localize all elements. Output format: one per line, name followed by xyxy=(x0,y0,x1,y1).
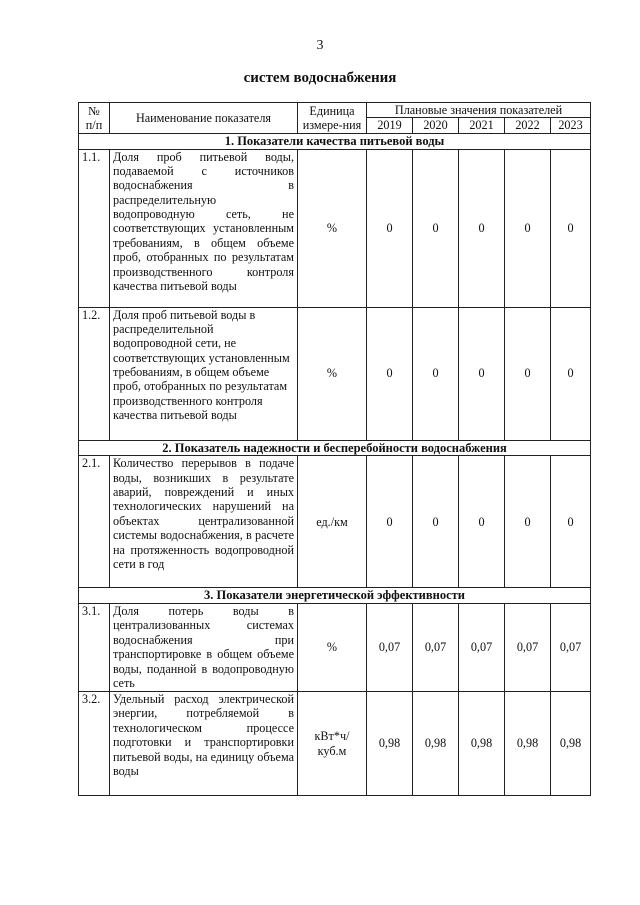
value-cell: 0 xyxy=(551,456,591,588)
value-cell: 0,07 xyxy=(551,604,591,692)
value-cell: 0 xyxy=(367,149,413,307)
header-year: 2023 xyxy=(551,118,591,133)
indicators-table xyxy=(78,102,591,796)
value-cell: 0,98 xyxy=(459,692,505,796)
value-cell: 0 xyxy=(505,456,551,588)
section-row xyxy=(79,588,591,604)
row-number: 1.2. xyxy=(79,307,110,440)
table-row xyxy=(79,307,591,440)
table-row xyxy=(79,456,591,588)
header-num: № п/п xyxy=(79,103,110,134)
table-row xyxy=(79,149,591,307)
unit-cell: % xyxy=(298,604,367,692)
page-number: 3 xyxy=(316,38,324,53)
value-cell: 0 xyxy=(367,307,413,440)
section-row xyxy=(79,133,591,149)
table-row xyxy=(79,692,591,796)
section-title: 1. Показатели качества питьевой воды xyxy=(79,133,591,149)
value-cell: 0,98 xyxy=(505,692,551,796)
value-cell: 0 xyxy=(459,307,505,440)
value-cell: 0 xyxy=(459,149,505,307)
row-number: 2.1. xyxy=(79,456,110,588)
indicator-name: Доля проб питьевой воды, подаваемой с источников водоснабжения в распределительную водопроводную сеть, не соответствующих установленным требованиям, в общем объеме проб, отобранных по результатам производственного контроля качества питьевой воды xyxy=(110,149,298,307)
table-row xyxy=(79,604,591,692)
indicator-name: Доля проб питьевой воды в распределительной водопроводной сети, не соответствующих установленным требованиям, в общем объеме проб, отобранных по результатам производственного контроля качества питьевой воды xyxy=(110,307,298,440)
unit-cell: % xyxy=(298,149,367,307)
header-year: 2021 xyxy=(459,118,505,133)
value-cell: 0,07 xyxy=(459,604,505,692)
row-number: 3.2. xyxy=(79,692,110,796)
header-name: Наименование показателя xyxy=(110,103,298,134)
indicator-name: Удельный расход электрической энергии, потребляемой в технологическом процессе подготовки и транспортировки питьевой воды, на единицу объема воды xyxy=(110,692,298,796)
value-cell: 0,98 xyxy=(413,692,459,796)
header-year: 2020 xyxy=(413,118,459,133)
section-title: 2. Показатель надежности и бесперебойности водоснабжения xyxy=(79,440,591,456)
value-cell: 0 xyxy=(505,307,551,440)
unit-cell: % xyxy=(298,307,367,440)
row-number: 1.1. xyxy=(79,149,110,307)
header-unit: Единица измере-ния xyxy=(298,103,367,134)
value-cell: 0 xyxy=(413,149,459,307)
value-cell: 0 xyxy=(413,456,459,588)
row-number: 3.1. xyxy=(79,604,110,692)
value-cell: 0 xyxy=(551,149,591,307)
value-cell: 0,07 xyxy=(505,604,551,692)
value-cell: 0 xyxy=(367,456,413,588)
value-cell: 0 xyxy=(505,149,551,307)
indicator-name: Количество перерывов в подаче воды, возникших в результате аварий, повреждений и иных технологических нарушений на объектах централизованной системы водоснабжения, в расчете на протяженность водопроводной сети в год xyxy=(110,456,298,588)
header-plan: Плановые значения показателей xyxy=(367,103,591,118)
unit-cell: кВт*ч/ куб.м xyxy=(298,692,367,796)
section-title: 3. Показатели энергетической эффективности xyxy=(79,588,591,604)
value-cell: 0,07 xyxy=(413,604,459,692)
value-cell: 0,07 xyxy=(367,604,413,692)
section-row xyxy=(79,440,591,456)
value-cell: 0,98 xyxy=(551,692,591,796)
indicator-name: Доля потерь воды в централизованных системах водоснабжения при транспортировке в общем объеме воды, поданной в водопроводную сеть xyxy=(110,604,298,692)
value-cell: 0,98 xyxy=(367,692,413,796)
header-year: 2019 xyxy=(367,118,413,133)
value-cell: 0 xyxy=(551,307,591,440)
value-cell: 0 xyxy=(459,456,505,588)
unit-cell: ед./км xyxy=(298,456,367,588)
header-year: 2022 xyxy=(505,118,551,133)
value-cell: 0 xyxy=(413,307,459,440)
document-title: систем водоснабжения xyxy=(243,70,397,86)
